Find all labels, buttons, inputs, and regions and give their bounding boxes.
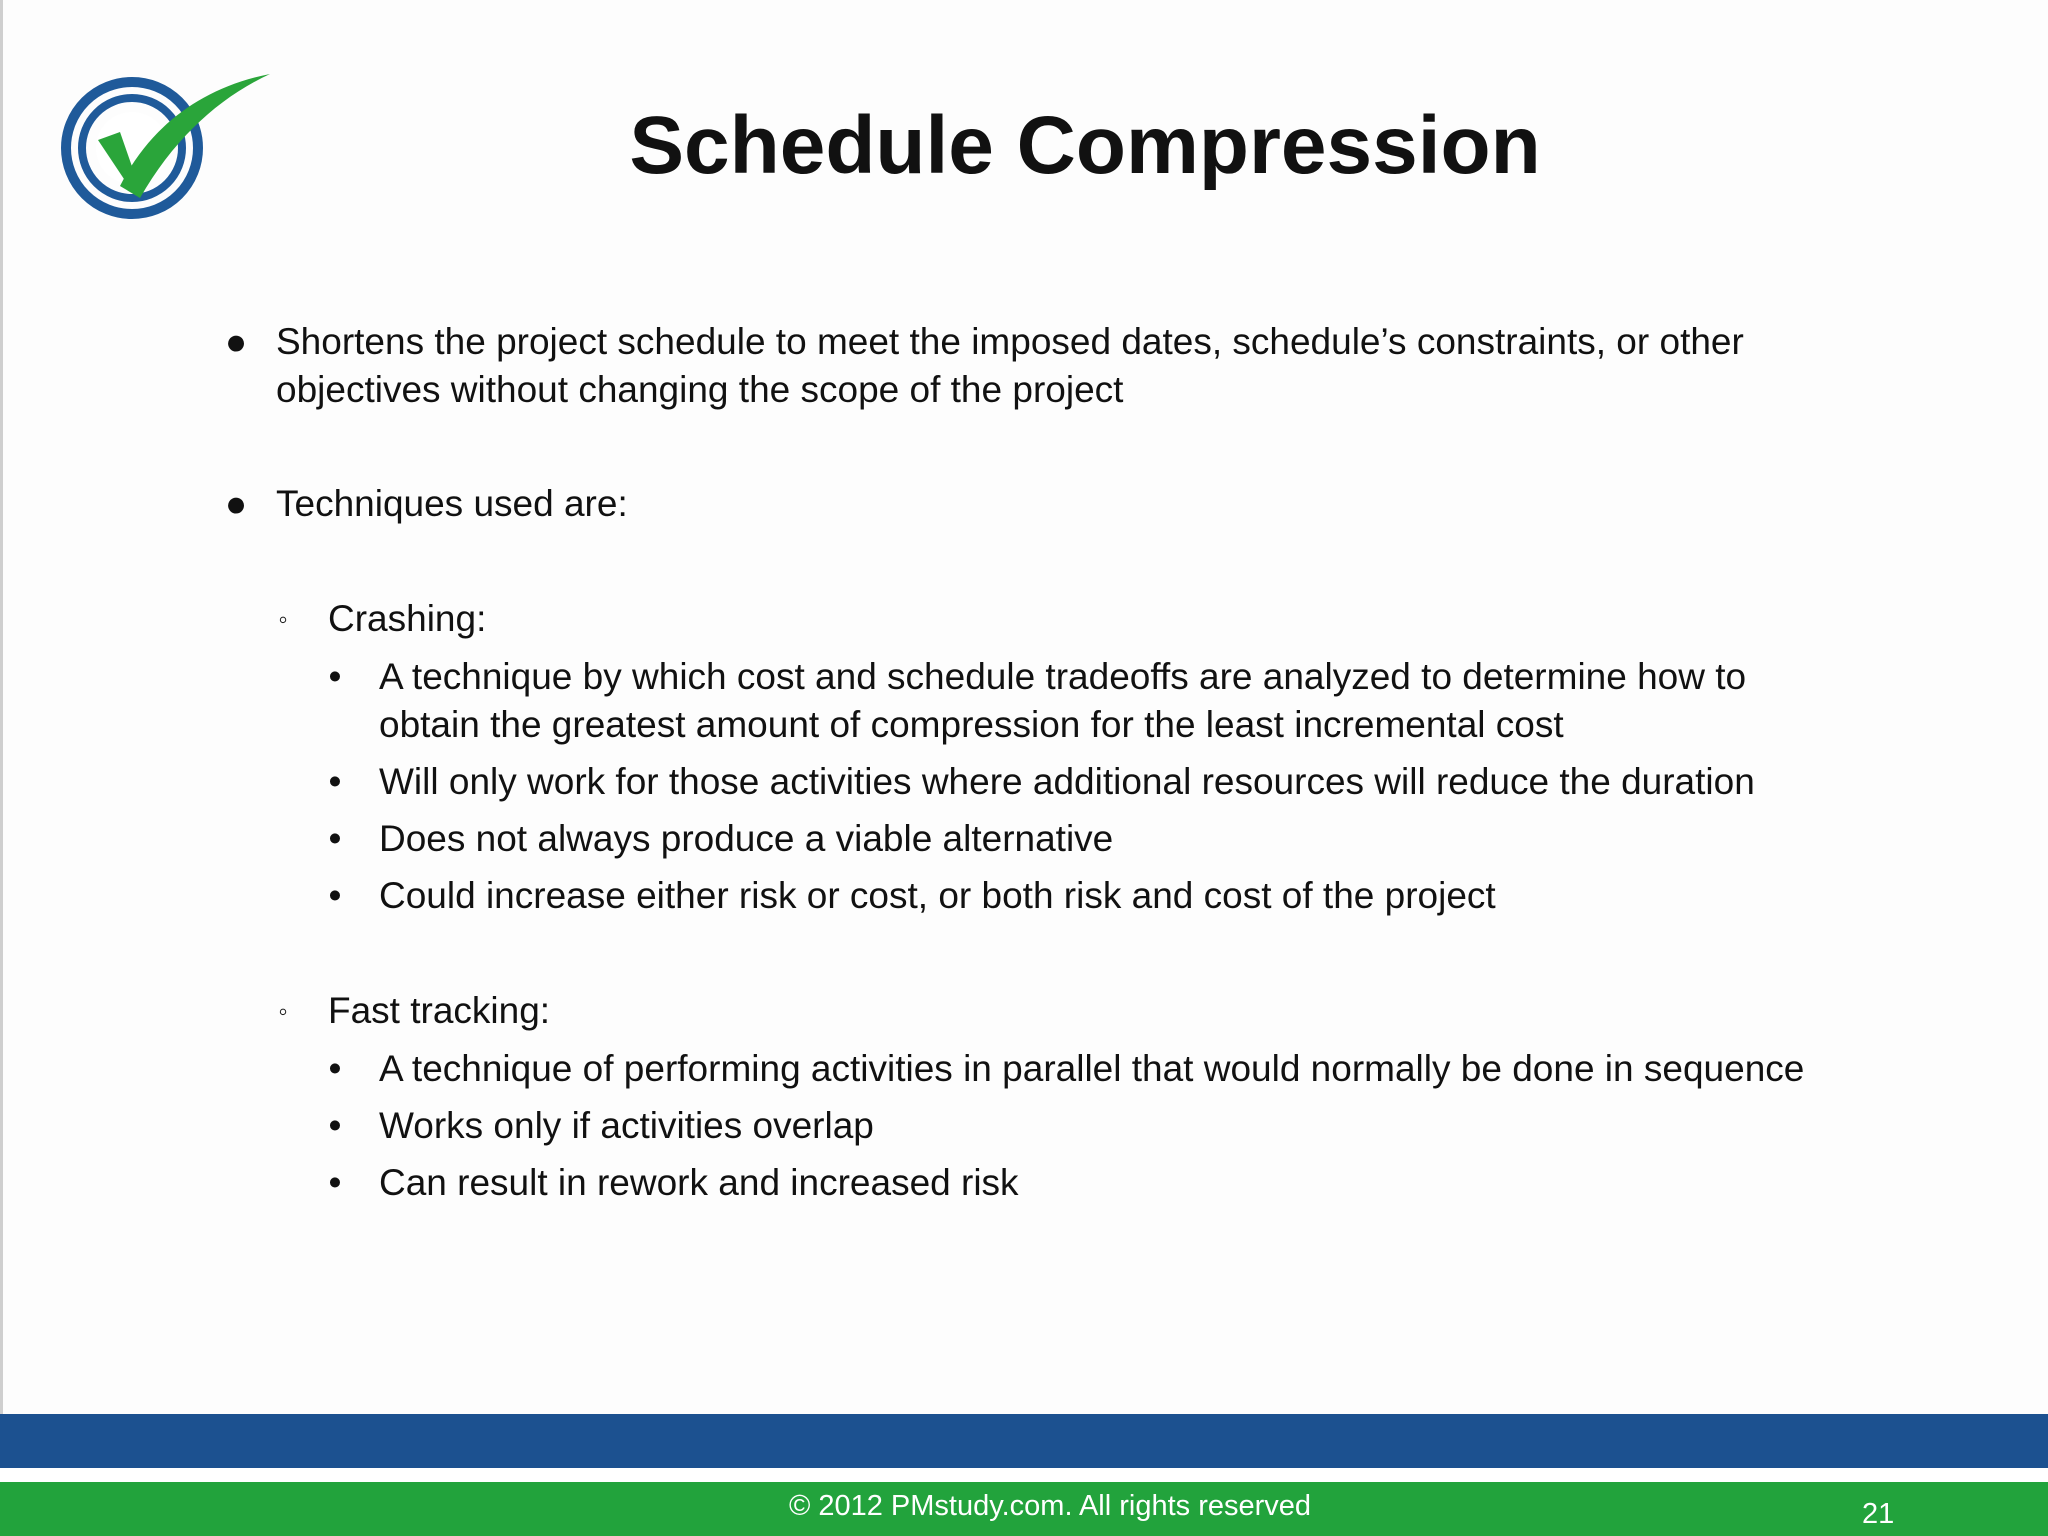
- checkmark-circle-logo-icon: [58, 70, 273, 230]
- bullet-text: Works only if activities overlap: [379, 1105, 874, 1146]
- sub-sub-bullet-marker: •: [328, 1105, 342, 1146]
- bullet-text: A technique by which cost and schedule tradeoffs are analyzed to determine how to: [379, 656, 1747, 697]
- sub-sub-bullet-marker: •: [328, 656, 342, 697]
- bullet-marker: ●: [224, 483, 248, 524]
- bullet-text-continued: objectives without changing the scope of the project: [276, 369, 1124, 410]
- bullet-text: Fast tracking:: [328, 990, 551, 1031]
- bullet-text: Techniques used are:: [276, 483, 628, 524]
- sub-sub-bullet-marker: •: [328, 875, 342, 916]
- bullet-text: Shortens the project schedule to meet the imposed dates, schedule’s constraints, or other: [276, 321, 1744, 362]
- bullet-text: Does not always produce a viable alternative: [379, 818, 1114, 859]
- sub-sub-bullet-marker: •: [328, 818, 342, 859]
- footer-divider: [0, 1468, 2048, 1482]
- sub-sub-bullet-marker: •: [328, 1048, 342, 1089]
- page-number: 21: [1862, 1498, 1895, 1530]
- bullet-text: Will only work for those activities where additional resources will reduce the duration: [379, 761, 1755, 802]
- footer-blue-bar: [0, 1414, 2048, 1468]
- sub-sub-bullet-marker: •: [328, 1162, 342, 1203]
- sub-sub-bullet-marker: •: [328, 761, 342, 802]
- bullet-marker: ●: [224, 321, 248, 362]
- bullet-text: Could increase either risk or cost, or both risk and cost of the project: [379, 875, 1496, 916]
- copyright-text: © 2012 PMstudy.com. All rights reserved: [788, 1490, 1312, 1522]
- bullet-text-continued: obtain the greatest amount of compression for the least incremental cost: [379, 704, 1564, 745]
- bullet-text: Can result in rework and increased risk: [379, 1162, 1019, 1203]
- slide-edge: [0, 0, 3, 1414]
- bullet-text: A technique of performing activities in parallel that would normally be done in sequence: [379, 1048, 1805, 1089]
- sub-bullet-marker: ◦: [278, 604, 288, 634]
- bullet-text: Crashing:: [328, 598, 487, 639]
- sub-bullet-marker: ◦: [278, 996, 288, 1026]
- slide-title: Schedule Compression: [629, 100, 1541, 191]
